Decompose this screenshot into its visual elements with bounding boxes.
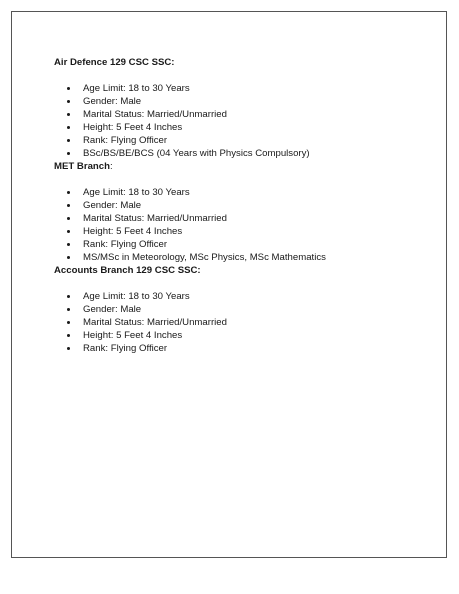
document-content	[54, 56, 434, 355]
list-item: Gender: Male	[54, 303, 434, 316]
bullet-icon	[67, 230, 70, 233]
list-item: Gender: Male	[54, 199, 434, 212]
list-item: Marital Status: Married/Unmarried	[54, 212, 434, 225]
bullet-icon	[67, 100, 70, 103]
list-item: Gender: Male	[54, 95, 434, 108]
list-item: Rank: Flying Officer	[54, 238, 434, 251]
bullet-icon	[67, 295, 70, 298]
list-item: Marital Status: Married/Unmarried	[54, 108, 434, 121]
list-item: Height: 5 Feet 4 Inches	[54, 329, 434, 342]
section-heading-air-defence: Air Defence 129 CSC SSC:	[54, 57, 175, 68]
bullet-icon	[67, 256, 70, 259]
list-item: Age Limit: 18 to 30 Years	[54, 186, 434, 199]
bullet-icon	[67, 139, 70, 142]
bullet-icon	[67, 321, 70, 324]
met-branch-requirements-list	[54, 186, 434, 264]
list-item: Age Limit: 18 to 30 Years	[54, 290, 434, 303]
bullet-icon	[67, 126, 70, 129]
air-defence-requirements-list	[54, 82, 434, 160]
bullet-icon	[67, 308, 70, 311]
bullet-icon	[67, 152, 70, 155]
list-item: Rank: Flying Officer	[54, 342, 434, 355]
bullet-icon	[67, 191, 70, 194]
section-heading-met-branch: MET Branch:	[54, 161, 113, 172]
list-item: BSc/BS/BE/BCS (04 Years with Physics Compulsory)	[54, 147, 434, 160]
section-heading-accounts-branch: Accounts Branch 129 CSC SSC:	[54, 265, 201, 276]
bullet-icon	[67, 87, 70, 90]
list-item: Height: 5 Feet 4 Inches	[54, 225, 434, 238]
bullet-icon	[67, 334, 70, 337]
bullet-icon	[67, 243, 70, 246]
bullet-icon	[67, 113, 70, 116]
list-item: Height: 5 Feet 4 Inches	[54, 121, 434, 134]
document-page	[11, 11, 447, 558]
list-item: Rank: Flying Officer	[54, 134, 434, 147]
accounts-branch-requirements-list	[54, 290, 434, 355]
list-item: Age Limit: 18 to 30 Years	[54, 82, 434, 95]
bullet-icon	[67, 347, 70, 350]
list-item: MS/MSc in Meteorology, MSc Physics, MSc Mathematics	[54, 251, 434, 264]
list-item: Marital Status: Married/Unmarried	[54, 316, 434, 329]
bullet-icon	[67, 204, 70, 207]
bullet-icon	[67, 217, 70, 220]
